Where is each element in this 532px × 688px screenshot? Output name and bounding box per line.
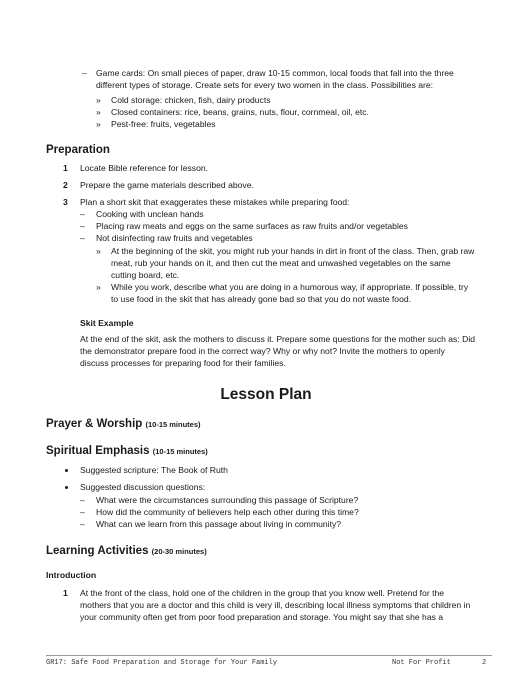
intro-line-2: mothers that you are a doctor and this child is very ill, describing local illness symptoms that children in (80, 600, 471, 610)
storage-pest-free: Pest-free: fruits, vegetables (111, 119, 216, 129)
storage-cold: Cold storage: chicken, fish, dairy products (111, 95, 271, 105)
introduction-heading: Introduction (46, 570, 97, 580)
prayer-worship-label: Prayer & Worship (46, 418, 143, 430)
skit-tip-1-line-1: At the beginning of the skit, you might rub your hands in dirt in front of the class. Then, grab raw (111, 246, 475, 256)
list-dash: – (80, 495, 85, 505)
bullet-dot (65, 469, 68, 472)
question-2: How did the community of believers help each other during this time? (96, 507, 359, 517)
sub-marker: » (96, 246, 101, 256)
list-dash: – (80, 507, 85, 517)
spiritual-emphasis-heading (46, 444, 208, 459)
list-number: 1 (63, 163, 68, 173)
list-dash: – (80, 519, 85, 529)
skit-tip-1-line-3: cutting board, etc. (111, 270, 180, 280)
prep-item-2: Prepare the game materials described above. (80, 180, 254, 190)
prep-item-1: Locate Bible reference for lesson. (80, 163, 209, 173)
learning-activities-heading (46, 544, 207, 559)
list-number: 1 (63, 588, 68, 598)
learning-activities-time: (20-30 minutes) (151, 547, 207, 556)
footer-rule (46, 655, 492, 656)
mistake-3: Not disinfecting raw fruits and vegetables (96, 233, 253, 243)
sub-marker: » (96, 95, 101, 105)
skit-example-line-1: At the end of the skit, ask the mothers to discuss it. Prepare some questions for the mother such as: Did (80, 334, 476, 344)
footer-not-for-profit: Not For Profit (392, 659, 451, 667)
skit-example-line-3: discuss processes for preparing food for their families. (80, 358, 286, 368)
bullet-dot (65, 486, 68, 489)
list-number: 2 (63, 180, 68, 190)
skit-tip-2-line-1: While you work, describe what you are doing in a humorous way, if appropriate. If possible, try (111, 282, 469, 292)
skit-example-heading: Skit Example (80, 318, 134, 328)
intro-line-1: At the front of the class, hold one of the children in the group that you know well. Pretend for the (80, 588, 445, 598)
list-number: 3 (63, 197, 68, 207)
prayer-worship-heading (46, 417, 201, 432)
list-dash: – (82, 68, 87, 78)
footer-title: GR17: Safe Food Preparation and Storage for Your Family (46, 659, 278, 667)
game-cards-line-1: Game cards: On small pieces of paper, draw 10-15 common, local foods that fall into the three (96, 68, 454, 78)
suggested-questions: Suggested discussion questions: (80, 482, 206, 492)
list-dash: – (80, 233, 85, 243)
list-dash: – (80, 209, 85, 219)
sub-marker: » (96, 282, 101, 292)
intro-line-3: your community often get from poor food preparation and storage. You might say that she has a (80, 612, 444, 622)
sub-marker: » (96, 107, 101, 117)
storage-closed: Closed containers: rice, beans, grains, nuts, flour, cornmeal, oil, etc. (111, 107, 369, 117)
question-1: What were the circumstances surrounding this passage of Scripture? (96, 495, 359, 505)
preparation-heading: Preparation (46, 144, 110, 156)
spiritual-emphasis-time: (10-15 minutes) (152, 447, 208, 456)
suggested-scripture: Suggested scripture: The Book of Ruth (80, 465, 228, 475)
prep-item-3: Plan a short skit that exaggerates these mistakes while preparing food: (80, 197, 350, 207)
skit-tip-1-line-2: meat, rub your hands on it, and then cut the meat and unwashed vegetables on the same (111, 258, 451, 268)
learning-activities-label: Learning Activities (46, 545, 149, 557)
question-3: What can we learn from this passage about living in community? (96, 519, 342, 529)
lesson-plan-title: Lesson Plan (220, 386, 312, 403)
page-number: 2 (482, 659, 487, 667)
skit-example-line-2: the demonstrator prepare food in the correct way? Why or why not? Invite the mothers to openly (80, 346, 445, 356)
spiritual-emphasis-label: Spiritual Emphasis (46, 445, 150, 457)
sub-marker: » (96, 119, 101, 129)
game-cards-line-2: different types of storage. Create sets for every two women in the class. Possibilities are: (96, 80, 434, 90)
mistake-2: Placing raw meats and eggs on the same surfaces as raw fruits and/or vegetables (96, 221, 408, 231)
list-dash: – (80, 221, 85, 231)
prayer-worship-time: (10-15 minutes) (145, 420, 201, 429)
mistake-1: Cooking with unclean hands (96, 209, 204, 219)
skit-tip-2-line-2: to use food in the skit that has already gone bad so that you do not waste food. (111, 294, 412, 304)
